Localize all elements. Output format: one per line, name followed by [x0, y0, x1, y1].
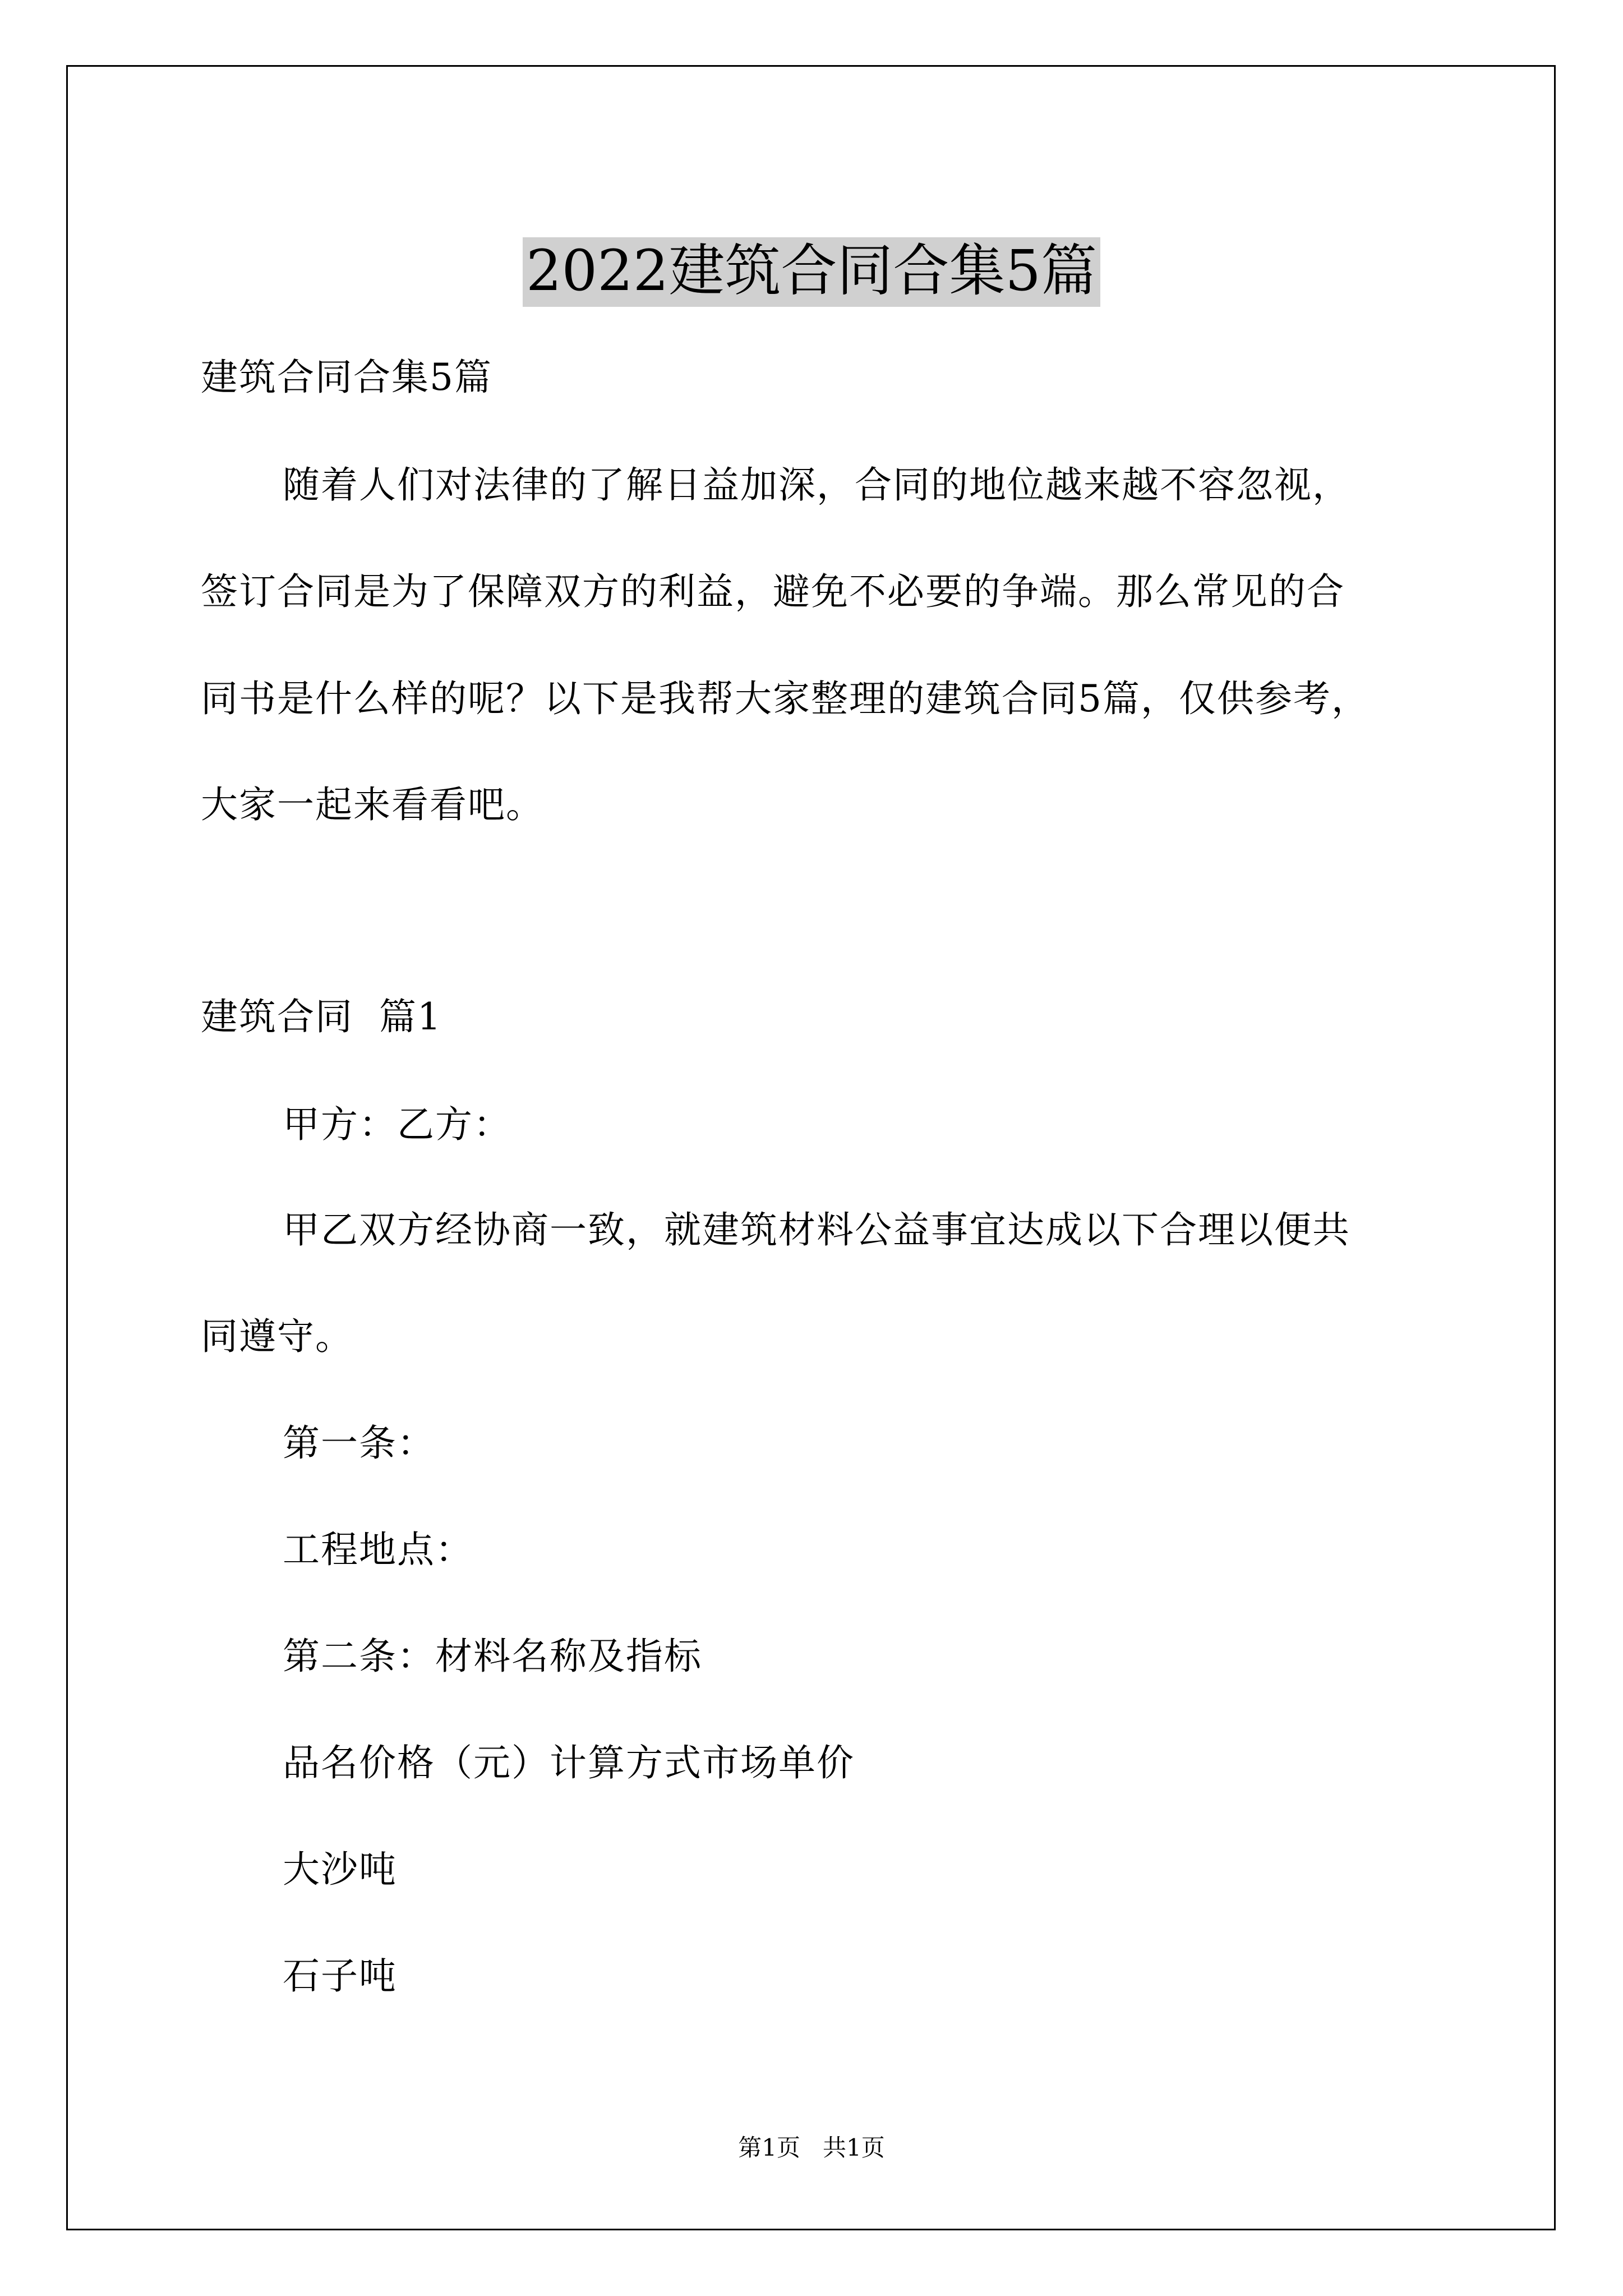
table-header-line: 品名价格（元）计算方式市场单价: [283, 1741, 855, 1784]
document-title: 2022建筑合同合集5篇: [0, 237, 1623, 307]
intro-line-1: 随着人们对法律的了解日益加深，合同的地位越来越不容忽视，: [283, 463, 1350, 507]
project-location: 工程地点：: [283, 1528, 473, 1571]
item-line-2: 石子吨: [283, 1954, 397, 1998]
parties-line: 甲方：乙方：: [283, 1103, 511, 1146]
item-line-1: 大沙吨: [283, 1848, 397, 1891]
intro-line-4: 大家一起来看看吧。: [201, 783, 544, 826]
intro-line-2: 签订合同是为了保障双方的利益，避免不必要的争端。那么常见的合: [201, 570, 1345, 613]
page-footer: 第1页 共1页: [738, 2134, 885, 2161]
agreement-line-1: 甲乙双方经协商一致，就建筑材料公益事宜达成以下合理以便共: [283, 1208, 1350, 1251]
article-1: 第一条：: [283, 1421, 435, 1465]
agreement-line-2: 同遵守。: [201, 1315, 353, 1358]
document-subtitle: 建筑合同合集5篇: [201, 356, 492, 399]
article-2: 第二条：材料名称及指标: [283, 1635, 702, 1678]
intro-line-3: 同书是什么样的呢？以下是我帮大家整理的建筑合同5篇，仅供参考，: [201, 677, 1370, 720]
section-heading: 建筑合同 篇1: [201, 995, 442, 1038]
